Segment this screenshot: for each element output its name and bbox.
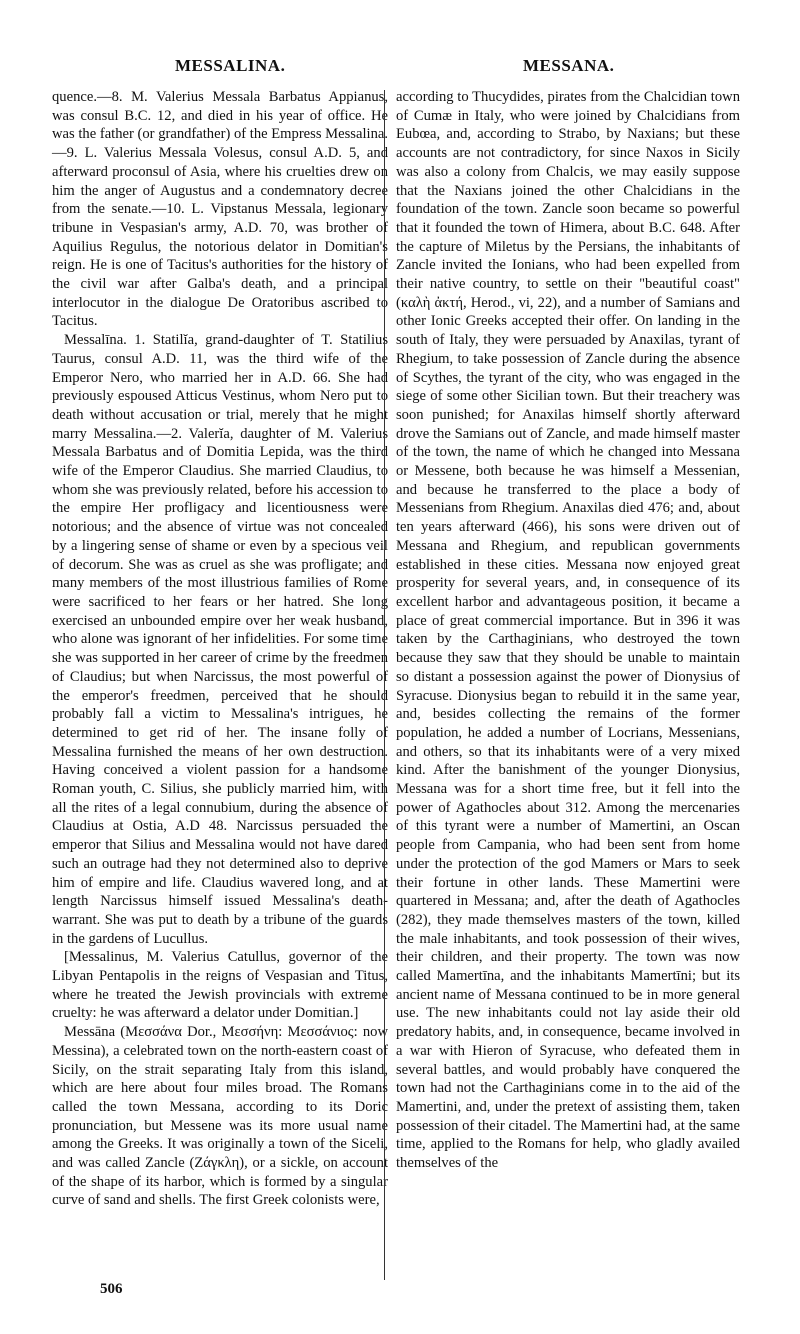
column-divider	[384, 90, 385, 1280]
entry-paragraph: according to Thucydides, pirates from the Chalcidian town of Cumæ in Italy, who were joined by Chalcidians from Eubœa, and, according to Strabo, by Naxians; but these accounts are not contradictory, for since Naxos in Sicily was also a colony from Chalcis, we may easily suppose that the Naxians joined the other Chalcidians in the foundation of the town. Zancle soon became so powerful that it founded the town of Himera, about B.C. 648. After the capture of Miletus by the Persians, the inhabitants of Zancle invited the Ionians, who had been expelled from their native country, to settle on their "beautiful coast" (καλὴ ἀκτή, Herod., vi, 22), and a number of Samians and other Ionic Greeks accepted their offer. On landing in the south of Italy, they were persuaded by Anaxilas, tyrant of Rhegium, to take possession of Zancle during the absence of Scythes, the tyrant of the city, who was engaged in the siege of some other Sicilian town. But their treachery was soon punished; for Anaxilas himself shortly afterward drove the Samians out of Zancle, and made himself master of the town, the name of which he changed into Messana or Messene, both because he was himself a Messenian, and because he transferred to the place a body of Messenians from Rhegium. Anaxilas died 476; and, about ten years afterward (466), his sons were driven out of Messana and Rhegium, and republican governments established in these cities. Messana now enjoyed great prosperity for several years, and, in consequence of its excellent harbor and advantageous position, it became a place of great commercial importance. But in 396 it was taken by the Carthaginians, who destroyed the town because they saw that they should be unable to maintain so distant a possession against the power of Dionysius of Syracuse. Dionysius began to rebuild it in the same year, and, besides collecting the remains of the former population, he added a number of Locrians, Messenians, and others, so that its inhabitants were of a very mixed kind. After the banishment of the younger Dionysius, Messana was for a short time free, but it fell into the power of Agathocles about 312. Among the mercenaries of this tyrant were a number of Mamertini, an Oscan people from Campania, who had been sent from home under the protection of the god Mamers or Mars to seek their fortune in other lands. These Mamertini were quartered in Messana; and, after the death of Agathocles (282), they made themselves masters of the town, killed the male inhabitants, and took possession of their wives, their children, and their property. The town was now called Mamertīna, and the inhabitants Mamertīni; but its ancient name of Messana continued to be in more general use. The new inhabitants could not lay aside their old predatory habits, and, in consequence, became involved in a war with Hieron of Syracuse, who defeated them in several battles, and would probably have conquered the town had not the Carthaginians come in to the aid of the Mamertini, and, under the pretext of assisting them, taken possession of their citadel. The Mamertini had, at the same time, applied to the Romans for help, who gladly availed themselves of the	[396, 89, 740, 1172]
right-column	[396, 88, 740, 1173]
entry-paragraph: [Messalinus, M. Valerius Catullus, governor of the Libyan Pentapolis in the reigns of Vespasian and Titus, where he treated the Jewish provincials with extreme cruelty: he was afterward a delator under Domitian.]	[52, 949, 388, 1022]
entry-paragraph: quence.—8. M. Valerius Messala Barbatus Appianus, was consul B.C. 12, and died in his year of office. He was the father (or grandfather) of the Empress Messalina.—9. L. Valerius Messala Volesus, consul A.D. 5, and afterward proconsul of Asia, where his cruelties drew on him the anger of Augustus and a condemnatory decree from the senate.—10. L. Vipstanus Messala, legionary tribune in Vespasian's army, A.D. 70, was brother of Aquilius Regulus, the notorious delator in Domitian's reign. He is one of Tacitus's authorities for the history of the civil war after Galba's death, and a principal interlocutor in the dialogue De Oratoribus ascribed to Tacitus.	[52, 89, 388, 330]
running-head-left: MESSALINA.	[175, 56, 286, 75]
page-number: 506	[100, 1281, 123, 1297]
entry-paragraph: Messāna (Μεσσάνα Dor., Μεσσήνη: Μεσσάνιος: now Messina), a celebrated town on the north-eastern coast of Sicily, on the strait separating Italy from this island, which are here about four miles broad. The Romans called the town Messana, according to its Doric pronunciation, but Messene was its more usual name among the Greeks. It was originally a town of the Siceli, and was called Zancle (Ζάγκλη), or a sickle, on account of the shape of its harbor, which is formed by a singular curve of sand and shells. The first Greek colonists were,	[52, 1024, 388, 1209]
running-head-right: MESSANA.	[523, 56, 615, 75]
left-column	[52, 88, 388, 1210]
entry-paragraph: Messalīna. 1. Statilĭa, grand-daughter of T. Statilius Taurus, consul A.D. 11, was the third wife of the Emperor Nero, who married her in A.D. 66. She had previously espoused Atticus Vestinus, whom Nero put to death without accusation or trial, merely that he might marry Messalina.—2. Valerĭa, daughter of M. Valerius Messala Barbatus and of Domitia Lepida, was the third wife of the Emperor Claudius. She married Claudius, to whom she was previously related, before his accession to the empire Her profligacy and licentiousness were notorious; and the absence of virtue was not concealed by a lingering sense of shame or even by a specious veil of decorum. She was as cruel as she was profligate; and many members of the most illustrious families of Rome were sacrificed to her fears or her hatred. She long exercised an unbounded empire over her weak husband, who alone was ignorant of her infidelities. For some time she was supported in her career of crime by the freedmen of Claudius; but when Narcissus, the most powerful of the emperor's freedmen, perceived that he should probably fall a victim to Messalina's intrigues, he determined to get rid of her. The insane folly of Messalina furnished the means of her own destruction. Having conceived a violent passion for a handsome Roman youth, C. Silius, she publicly married him, with all the rites of a legal connubium, during the absence of Claudius at Ostia, A.D 48. Narcissus persuaded the emperor that Silius and Messalina would not have dared such an outrage had they not determined also to deprive him of empire and life. Claudius wavered long, and at length Narcissus himself issued Messalina's death-warrant. She was put to death by a tribune of the guards in the gardens of Lucullus.	[52, 332, 388, 947]
